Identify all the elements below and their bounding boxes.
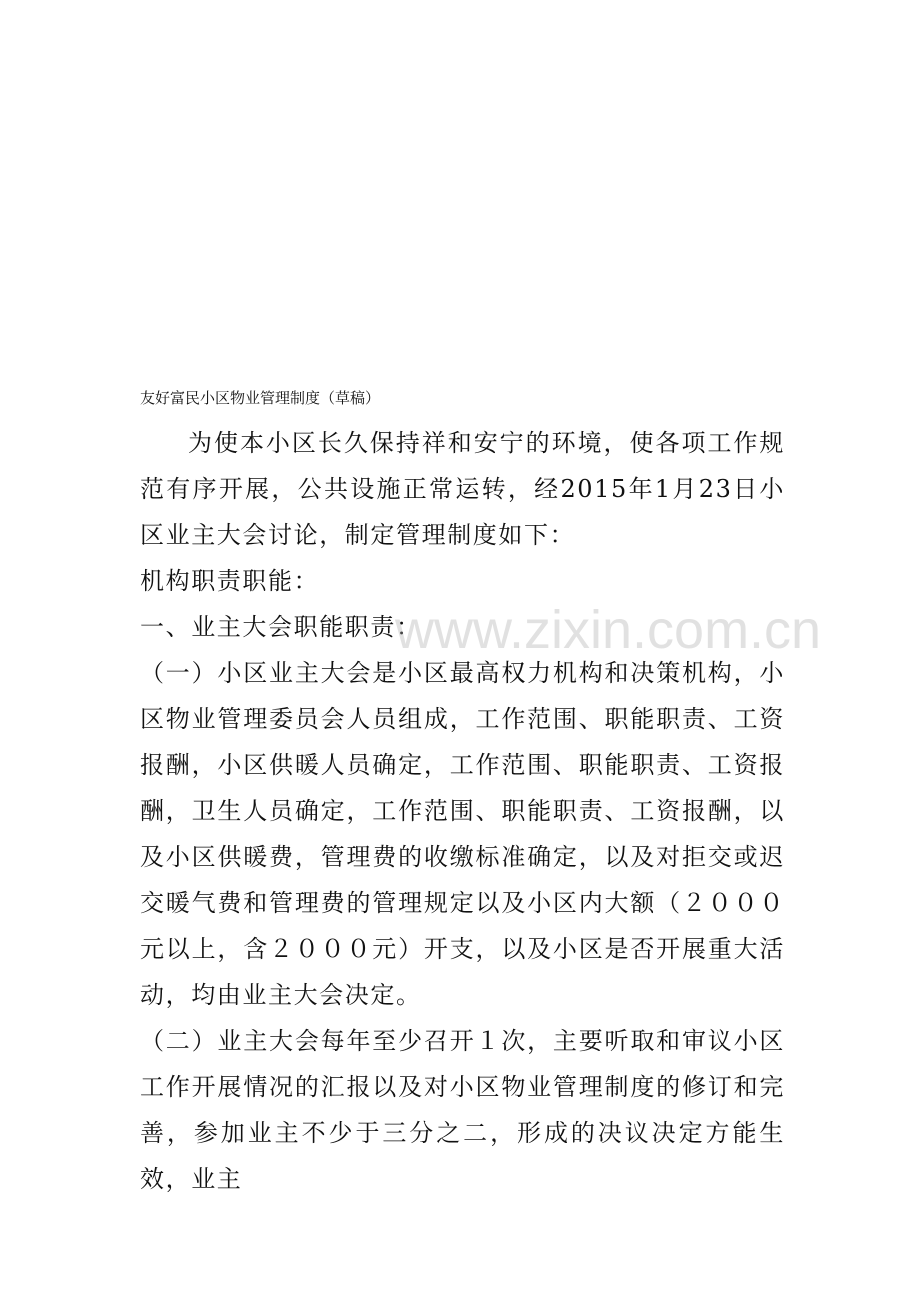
clause-paragraph-1: （一）小区业主大会是小区最高权力机构和决策机构，小区物业管理委员会人员组成，工作范围、职能职责、工资报酬，小区供暖人员确定，工作范围、职能职责、工资报酬，卫生人员确定，工作范围、职能职责、工资报酬，以及小区供暖费，管理费的收缴标准确定，以及对拒交或迟交暖气费和管理费的管理规定以及小区内大额（２０００元以上，含２０００元）开支，以及小区是否开展重大活动，均由业主大会决定。 <box>140 659 785 1009</box>
clause-paragraph-2: （二）业主大会每年至少召开１次，主要听取和审议小区工作开展情况的汇报以及对小区物业管理制度的修订和完善，参加业主不少于三分之二，形成的决议决定方能生效，业主 <box>140 1027 785 1193</box>
document-body <box>140 420 785 1202</box>
watermark-text: www.zixin.com.cn <box>395 600 822 660</box>
section-heading: 机构职责职能： <box>140 567 320 595</box>
subsection-heading: 一、业主大会职能职责： <box>140 613 422 641</box>
intro-paragraph: 为使本小区长久保持祥和安宁的环境，使各项工作规范有序开展，公共设施正常运转，经2015年1月23日小区业主大会讨论，制定管理制度如下： <box>140 429 785 549</box>
document-title: 友好富民小区物业管理制度（草稿） <box>140 389 381 407</box>
